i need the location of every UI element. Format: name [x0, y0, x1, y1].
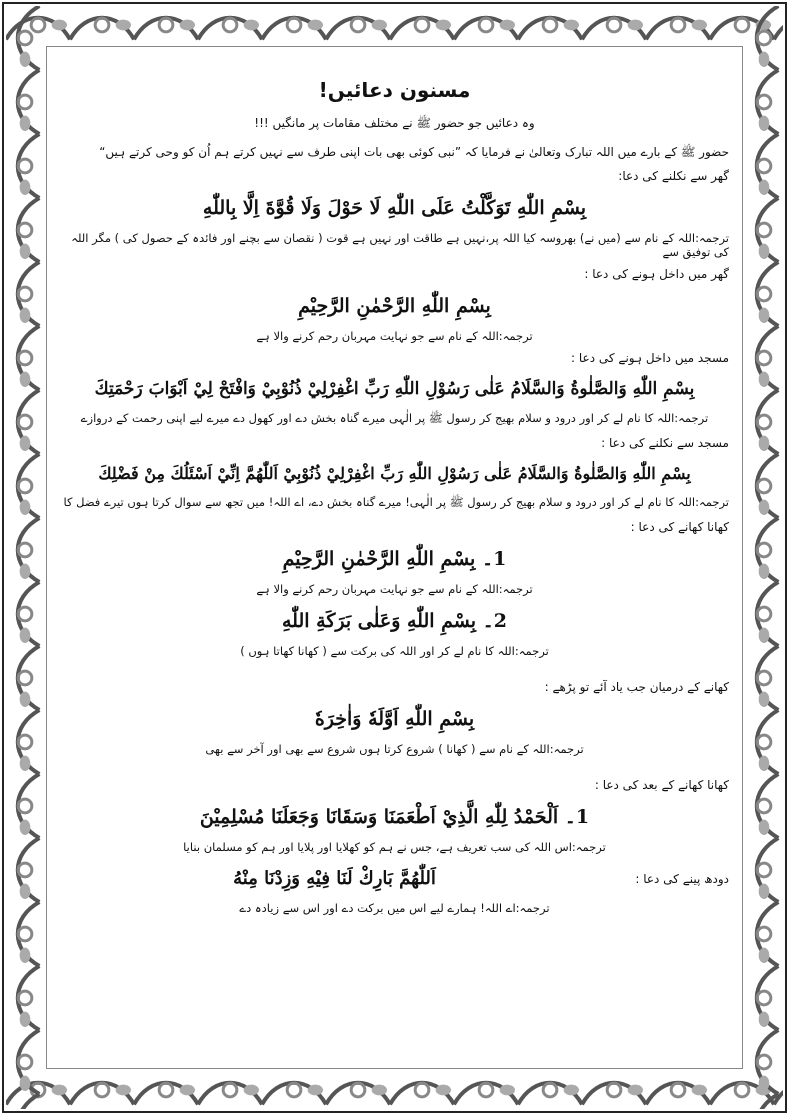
ornamental-border-right [745, 6, 783, 1109]
translation: ترجمہ:اس اللہ کی سب تعریف ہے، جس نے ہم کو کھلایا اور پلایا اور ہم کو مسلمان بنایا [183, 840, 606, 854]
arabic-dua: بِسْمِ اللّٰهِ وَالصَّلٰوةُ وَالسَّلَامُ عَلٰى رَسُوْلِ اللّٰهِ رَبِّ اغْفِرْلِيْ ذُنُوْبِيْ اَللّٰهُمَّ اِنِّيْ اَسْئَلُكَ مِنْ فَضْلِكَ [98, 464, 691, 483]
section-entering-mosque [60, 351, 729, 428]
section-leaving-home [60, 169, 729, 259]
section-entering-home [60, 267, 729, 343]
section-heading: کھانا کھانے کی دعا : [630, 520, 729, 534]
section-heading: کھانا کھانے کے بعد کی دعا : [594, 778, 729, 792]
translation: ترجمہ:اللہ کے نام سے جو نہایت مہربان رحم کرنے والا ہے [256, 582, 533, 596]
ornamental-border-top [6, 6, 783, 44]
section-during-meal [60, 680, 729, 756]
section-heading: مسجد میں داخل ہونے کی دعا : [571, 351, 729, 365]
section-heading: کھانے کے درمیان جب یاد آئے تو پڑھے : [544, 680, 729, 694]
arabic-dua: 1۔ اَلْحَمْدُ لِلّٰهِ الَّذِيْ اَطْعَمَنَا وَسَقَانَا وَجَعَلَنَا مُسْلِمِيْنَ [199, 806, 590, 828]
section-heading: گھر میں داخل ہونے کی دعا : [584, 267, 729, 281]
translation: ترجمہ:اللہ کا نام لے کر اور اللہ کی برکت سے ( کھانا کھاتا ہوں ) [240, 644, 549, 658]
section-heading: دودھ پینے کی دعا : [635, 871, 729, 886]
section-heading: مسجد سے نکلنے کی دعا : [601, 436, 729, 450]
translation: ترجمہ:اللہ کے نام سے ( کھانا ) شروع کرتا ہوں شروع سے بھی اور آخر سے بھی [205, 742, 584, 756]
document-content [60, 60, 729, 1055]
arabic-dua: 2۔ بِسْمِ اللّٰهِ وَعَلٰى بَرَكَةِ اللّٰهِ [281, 610, 508, 632]
arabic-dua: بِسْمِ اللّٰهِ الرَّحْمٰنِ الرَّحِيْمِ [298, 295, 491, 317]
translation: ترجمہ:اے اللہ! ہمارے لیے اس میں برکت دے اور اس سے زیادہ دے [239, 901, 550, 915]
section-leaving-mosque [60, 436, 729, 512]
arabic-dua: بِسْمِ اللّٰهِ تَوَكَّلْتُ عَلَى اللّٰهِ لَا حَوْلَ وَلَا قُوَّةَ اِلَّا بِاللّٰهِ [202, 197, 587, 219]
page-subtitle: وہ دعائیں جو حضور ﷺ نے مختلف مقامات پر مانگیں !!! [254, 116, 535, 130]
arabic-dua: 1۔ بِسْمِ اللّٰهِ الرَّحْمٰنِ الرَّحِيْمِ [282, 548, 507, 570]
ornamental-border-bottom [6, 1071, 783, 1109]
translation: ترجمہ:اللہ کے نام سے جو نہایت مہربان رحم کرنے والا ہے [256, 329, 533, 343]
arabic-dua: بِسْمِ اللّٰهِ اَوَّلَهٗ وَاٰخِرَهٗ [314, 708, 475, 730]
section-heading: گھر سے نکلنے کی دعا: [618, 169, 729, 183]
arabic-dua: بِسْمِ اللّٰهِ وَالصَّلٰوةُ وَالسَّلَامُ عَلٰى رَسُوْلِ اللّٰهِ رَبِّ اغْفِرْلِيْ ذُنُوْبِيْ وَافْتَحْ لِيْ اَبْوَابَ رَحْمَتِكَ [94, 379, 695, 399]
section-after-meal [60, 778, 729, 854]
translation: ترجمہ:اللہ کا نام لے کر اور درود و سلام بھیج کر رسول ﷺ پر الٰہی! میرے گناہ بخش دے، اے اللہ! میں تجھ سے سوال کرتا ہوں تیرے فضل کا [63, 495, 729, 509]
page-title: مسنون دعائیں! [318, 78, 471, 102]
section-drinking-milk [60, 868, 729, 889]
section-eating [60, 520, 729, 658]
ornamental-border-left [6, 6, 44, 1109]
intro-text: حضور ﷺ کے بارے میں اللہ تبارک وتعالیٰ نے فرمایا کہ ”نبی کوئی بھی بات اپنی طرف سے نہیں کرتے ہم اُن کو وحی کرتے ہیں“ [99, 145, 729, 159]
translation: ترجمہ:اللہ کا نام لے کر اور درود و سلام بھیج کر رسول ﷺ پر الٰہی میرے گناہ بخش دے اور کھول دے میرے لیے اپنی رحمت کے دروازے [80, 411, 709, 425]
translation: ترجمہ:اللہ کے نام سے (میں نے) بھروسہ کیا اللہ پر،نہیں ہے طاقت اور نہیں ہے قوت ( نقصان سے بچنے اور فائدہ کے حصول کی ) مگر اللہ کی توفیق سے [71, 231, 729, 259]
arabic-dua: اَللّٰهُمَّ بَارِكْ لَنَا فِيْهِ وَزِدْنَا مِنْهُ [233, 868, 436, 889]
